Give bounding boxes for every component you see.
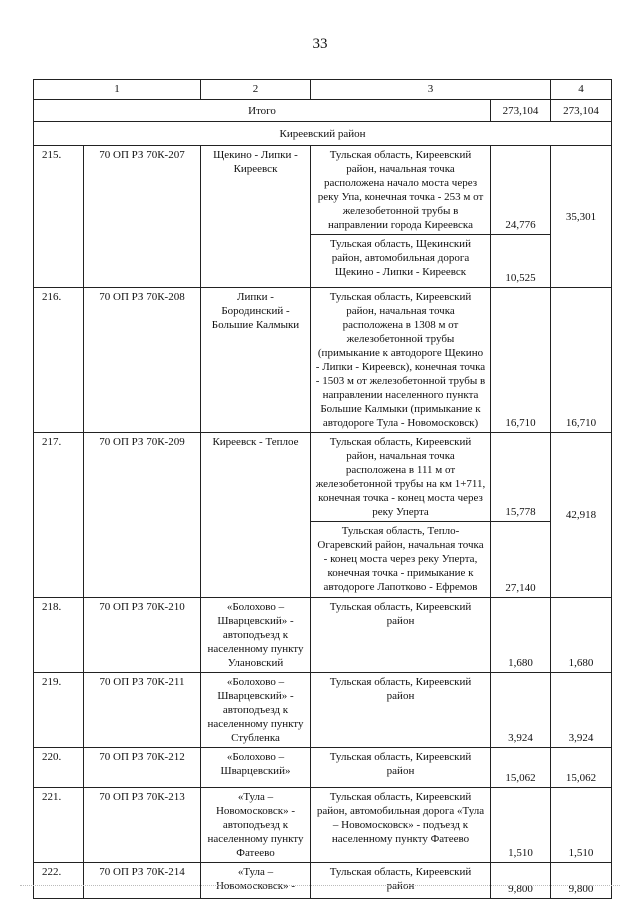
segment-length: 15,062 <box>491 748 551 788</box>
total-label: Итого <box>34 100 491 122</box>
road-code: 70 ОП РЗ 70К-209 <box>84 433 201 598</box>
district-row <box>34 122 612 146</box>
segment-length: 15,778 <box>491 433 551 522</box>
segment-length: 1,680 <box>491 598 551 673</box>
segment-description: Тульская область, Киреевский район, начальная точка расположена в 1308 м от железобетонной трубы (примыкание к автодороге Щекино - Липки - Киреевск), конечная точка - 1503 м от железобетонной трубы в направлении населенного пункта Большие Калмыки (примыкание к автодороге Тула - Новомосковск) <box>311 288 491 433</box>
table-row <box>34 146 612 235</box>
segment-description: Тульская область, Тепло-Огаревский район, начальная точка - конец моста через реку Уперта, конечная точка - примыкание к автодороге Лапотково - Ефремов <box>311 522 491 598</box>
table-row <box>34 748 612 788</box>
segment-length: 16,710 <box>491 288 551 433</box>
road-code: 70 ОП РЗ 70К-211 <box>84 673 201 748</box>
header-col-2: 2 <box>201 80 311 100</box>
header-col-4: 4 <box>551 80 612 100</box>
segment-length: 27,140 <box>491 522 551 598</box>
district-heading: Киреевский район <box>34 122 612 146</box>
scan-edge-divider <box>20 885 620 886</box>
table-row <box>34 433 612 522</box>
road-total: 3,924 <box>551 673 612 748</box>
road-code: 70 ОП РЗ 70К-213 <box>84 788 201 863</box>
road-code: 70 ОП РЗ 70К-208 <box>84 288 201 433</box>
segment-description: Тульская область, Щекинский район, автомобильная дорога Щекино - Липки - Киреевск <box>311 235 491 288</box>
segment-description: Тульская область, Киреевский район, автомобильная дорога «Тула – Новомосковск» - подъезд к населенному пункту Фатеево <box>311 788 491 863</box>
segment-description: Тульская область, Киреевский район <box>311 863 491 899</box>
segment-description: Тульская область, Киреевский район, начальная точка расположена начало моста через реку Упа, конечная точка - 253 м от железобетонной трубы в направлении города Киреевска <box>311 146 491 235</box>
road-total: 9,800 <box>551 863 612 899</box>
row-number: 221. <box>34 788 84 863</box>
road-code: 70 ОП РЗ 70К-210 <box>84 598 201 673</box>
segment-length: 9,800 <box>491 863 551 899</box>
road-name: Щекино - Липки - Киреевск <box>201 146 311 288</box>
table-row <box>34 863 612 899</box>
road-total: 1,680 <box>551 598 612 673</box>
road-code: 70 ОП РЗ 70К-212 <box>84 748 201 788</box>
table-row <box>34 598 612 673</box>
row-number: 222. <box>34 863 84 899</box>
road-name: Липки - Бородинский - Большие Калмыки <box>201 288 311 433</box>
segment-description: Тульская область, Киреевский район <box>311 748 491 788</box>
road-name: «Тула – Новомосковск» - <box>201 863 311 899</box>
road-name: «Болохово – Шварцевский» - автоподъезд к населенному пункту Стубленка <box>201 673 311 748</box>
road-total: 16,710 <box>551 288 612 433</box>
header-col-1: 1 <box>34 80 201 100</box>
road-total: 15,062 <box>551 748 612 788</box>
header-col-3: 3 <box>311 80 551 100</box>
table-row <box>34 788 612 863</box>
page-number: 33 <box>312 36 328 52</box>
road-name: Киреевск - Теплое <box>201 433 311 598</box>
road-total: 35,301 <box>551 146 612 288</box>
segment-length: 24,776 <box>491 146 551 235</box>
road-total: 42,918 <box>551 433 612 598</box>
segment-length: 1,510 <box>491 788 551 863</box>
table-row <box>34 288 612 433</box>
road-code: 70 ОП РЗ 70К-214 <box>84 863 201 899</box>
total-value-a: 273,104 <box>491 100 551 122</box>
segment-description: Тульская область, Киреевский район <box>311 673 491 748</box>
road-code: 70 ОП РЗ 70К-207 <box>84 146 201 288</box>
row-number: 219. <box>34 673 84 748</box>
segment-length: 3,924 <box>491 673 551 748</box>
table-row <box>34 673 612 748</box>
total-value-b: 273,104 <box>551 100 612 122</box>
road-name: «Болохово – Шварцевский» <box>201 748 311 788</box>
segment-length: 10,525 <box>491 235 551 288</box>
row-number: 217. <box>34 433 84 598</box>
header-row <box>34 80 612 100</box>
roads-table <box>33 79 612 899</box>
row-number: 215. <box>34 146 84 288</box>
segment-description: Тульская область, Киреевский район, начальная точка расположена в 111 м от железобетонной трубы на км 1+711, конечная точка - конец моста через реку Уперта <box>311 433 491 522</box>
row-number: 220. <box>34 748 84 788</box>
row-number: 216. <box>34 288 84 433</box>
road-name: «Тула – Новомосковск» - автоподъезд к населенному пункту Фатеево <box>201 788 311 863</box>
segment-description: Тульская область, Киреевский район <box>311 598 491 673</box>
road-total: 1,510 <box>551 788 612 863</box>
row-number: 218. <box>34 598 84 673</box>
total-row <box>34 100 612 122</box>
road-name: «Болохово – Шварцевский» - автоподъезд к населенному пункту Улановский <box>201 598 311 673</box>
